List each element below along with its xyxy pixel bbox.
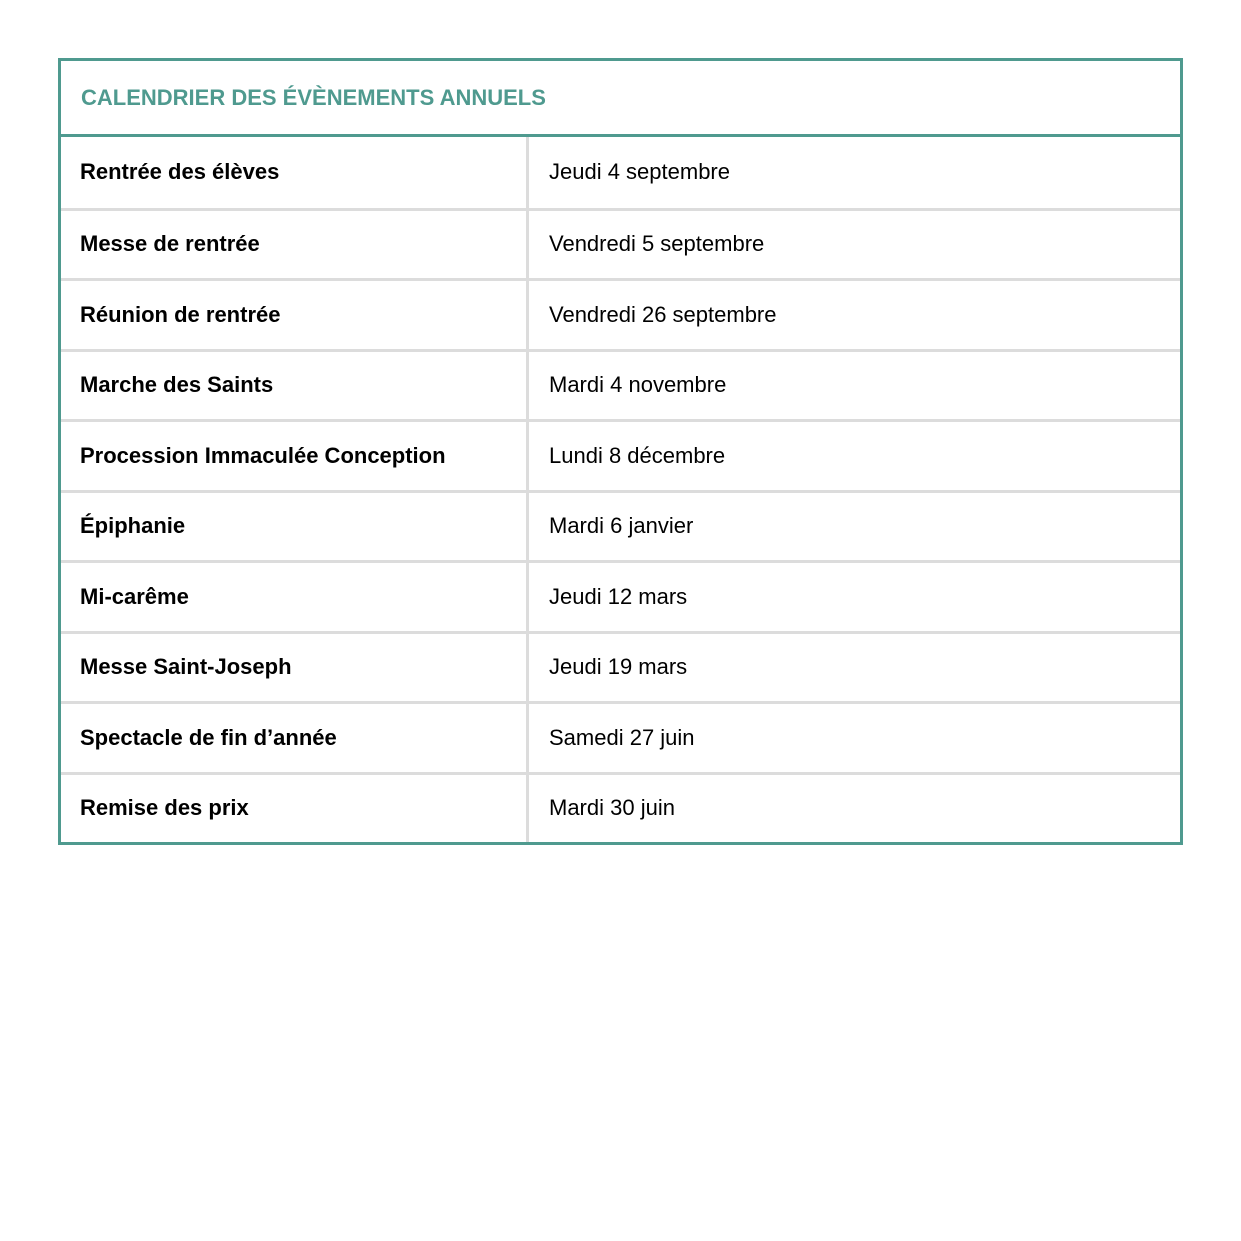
event-name: Remise des prix [61, 775, 529, 843]
table-row [61, 349, 1180, 420]
event-name: Marche des Saints [61, 352, 529, 420]
table-row [61, 772, 1180, 843]
table-row [61, 419, 1180, 490]
event-date: Vendredi 26 septembre [549, 301, 777, 327]
table-row [61, 208, 1180, 279]
table-row [61, 560, 1180, 631]
event-name: Mi-carême [61, 563, 529, 631]
table-row [61, 701, 1180, 772]
events-calendar-table [58, 58, 1183, 845]
event-date: Vendredi 5 septembre [549, 231, 765, 257]
table-row [61, 278, 1180, 349]
event-name: Réunion de rentrée [61, 281, 529, 349]
event-date: Mardi 30 juin [549, 795, 675, 821]
event-name: Épiphanie [61, 493, 529, 561]
table-row [61, 137, 1180, 208]
event-date: Mardi 6 janvier [549, 513, 694, 539]
table-row [61, 631, 1180, 702]
event-name: Messe Saint-Joseph [61, 634, 529, 702]
event-name: Procession Immaculée Conception [61, 422, 529, 490]
event-date: Jeudi 4 septembre [549, 159, 730, 185]
event-date: Lundi 8 décembre [549, 442, 726, 468]
event-date: Jeudi 19 mars [549, 654, 688, 680]
event-date: Mardi 4 novembre [549, 372, 727, 398]
table-row [61, 490, 1180, 561]
event-date: Samedi 27 juin [549, 724, 695, 750]
event-name: Rentrée des élèves [61, 137, 529, 208]
table-title: CALENDRIER DES ÉVÈNEMENTS ANNUELS [61, 61, 1180, 137]
event-name: Messe de rentrée [61, 211, 529, 279]
event-name: Spectacle de fin d’année [61, 704, 529, 772]
table-body [61, 137, 1180, 842]
event-date: Jeudi 12 mars [549, 583, 688, 609]
